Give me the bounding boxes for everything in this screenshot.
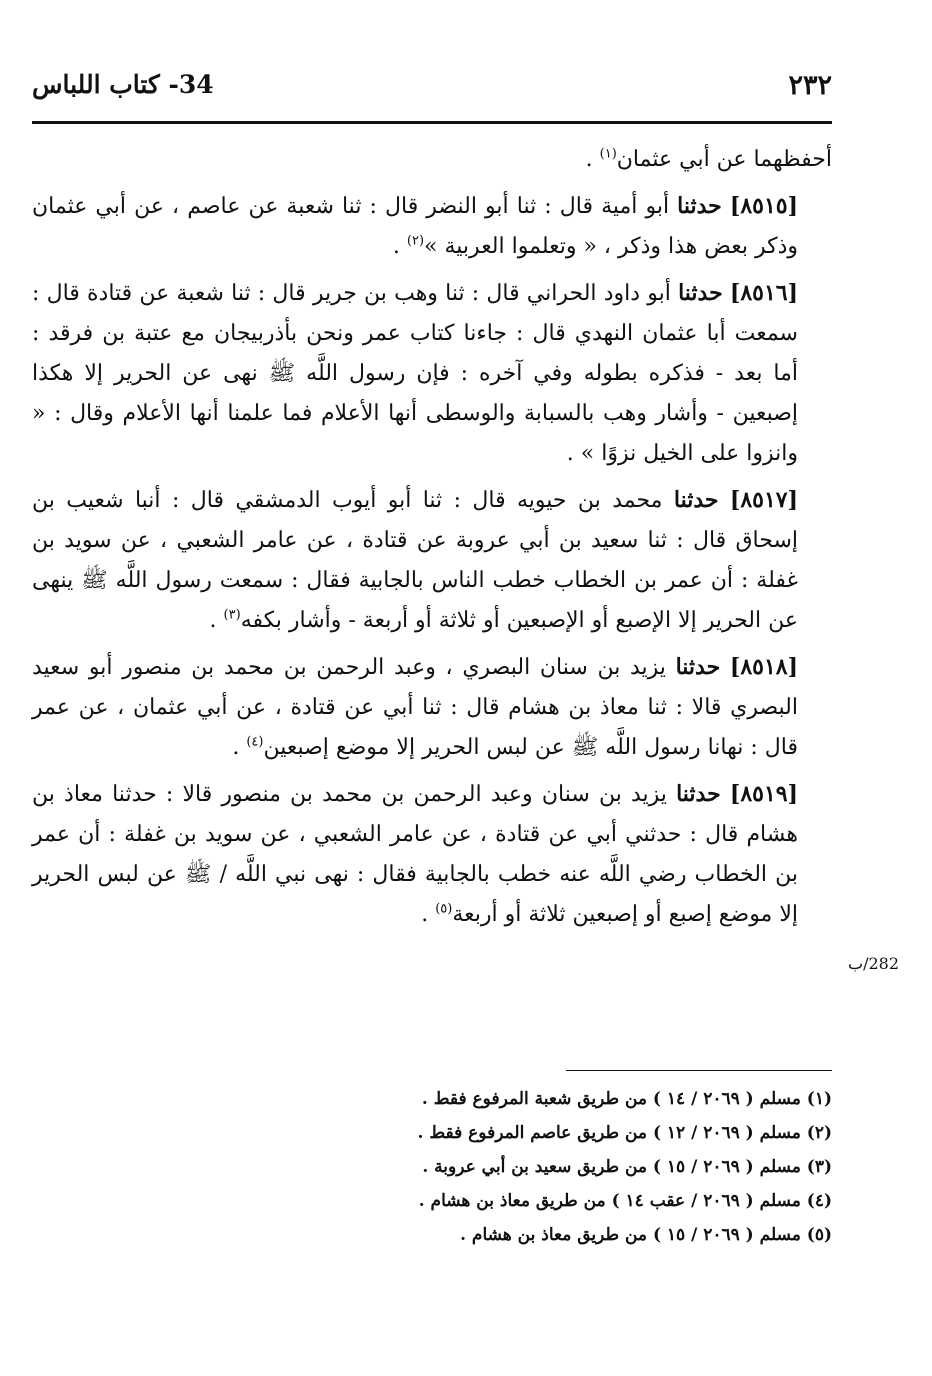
paragraph-text: .: [585, 147, 600, 172]
paragraph-text: [721, 782, 730, 807]
paragraph-text: .: [421, 902, 436, 927]
footnote-marker: (٢): [406, 233, 425, 249]
footnote-4: (٤) مسلم ( ٢٠٦٩ / عقب ١٤ ) من طريق معاذ بن هشام .: [418, 1191, 832, 1211]
margin-note: 282/ب: [848, 954, 899, 973]
paragraph-text: .: [392, 234, 407, 259]
footnote-2: (٢) مسلم ( ٢٠٦٩ / ١٢ ) من طريق عاصم المرفوع فقط .: [417, 1123, 832, 1143]
haddathana-word: حدثنا: [676, 781, 721, 807]
paragraph-2: [32, 186, 832, 267]
paragraph-text: [723, 281, 730, 306]
haddathana-word: حدثنا: [675, 654, 721, 680]
paragraph-text: أبو داود الحراني قال : ثنا وهب بن جرير قال : ثنا شعبة عن قتادة قال : سمعت أبا عثمان النهدي قال : جاءنا كتاب عمر ونحن بأذربيجان مع عتبة بن فرقد : أما بعد - فذكره بطوله وفي آخره : فإن رسول اللَّه ﷺ نهى عن الحرير إلا هكذا إصبعين - وأشار وهب بالسبابة والوسطى أنها الأعلام فما علمنا أنها الأعلام وقال : « وانزوا على الخيل نزوًا » .: [32, 281, 798, 466]
footnote-1: (١) مسلم ( ٢٠٦٩ / ١٤ ) من طريق شعبة المرفوع فقط .: [421, 1089, 832, 1109]
hadith-number: [٨٥١٨]: [729, 654, 798, 680]
footnotes: [32, 1082, 832, 1252]
paragraph-text: يزيد بن سنان البصري ، وعبد الرحمن بن محمد بن منصور أبو سعيد البصري قالا : ثنا معاذ بن هشام قال : ثنا أبي عن قتادة ، عن أبي عثمان ، عن عمر قال : نهانا رسول اللَّه ﷺ عن لبس الحرير إلا موضع إصبعين: [32, 655, 798, 760]
header-rule: [32, 121, 832, 124]
paragraph-5: [32, 647, 832, 768]
body-text: [32, 140, 832, 935]
chapter-title: 34- كتاب اللباس: [32, 70, 214, 99]
paragraph-text: يزيد بن سنان وعبد الرحمن بن محمد بن منصور قالا : حدثنا معاذ بن هشام قال : حدثني أبي عن قتادة ، عن عامر الشعبي ، عن سويد بن غفلة : أن عمر بن الخطاب رضي اللَّه عنه خطب بالجابية فقال : نهى نبي اللَّه / ﷺ عن لبس الحرير إلا موضع إصبع أو إصبعين ثلاثة أو أربعة: [32, 782, 798, 927]
haddathana-word: حدثنا: [673, 487, 719, 513]
footnote-marker: (٥): [435, 901, 453, 917]
footnote-marker: (٤): [246, 734, 264, 750]
paragraph-1: [32, 140, 832, 180]
footnote-5: (٥) مسلم ( ٢٠٦٩ / ١٥ ) من طريق معاذ بن هشام .: [460, 1225, 832, 1245]
paragraph-text: أبو أمية قال : ثنا أبو النضر قال : ثنا شعبة عن عاصم ، عن أبي عثمان وذكر بعض هذا وذكر ، « وتعلموا العربية »: [32, 194, 798, 259]
page-header: [32, 66, 832, 110]
haddathana-word: حدثنا: [677, 193, 722, 219]
hadith-number: [٨٥١٦]: [729, 280, 798, 306]
paragraph-text: [722, 194, 730, 219]
paragraph-4: [32, 480, 832, 641]
page-number: ٢٣٢: [788, 70, 832, 101]
hadith-number: [٨٥١٥]: [729, 193, 798, 219]
paragraph-text: محمد بن حيويه قال : ثنا أبو أيوب الدمشقي قال : أنبا شعيب بن إسحاق قال : ثنا سعيد بن أبي عروبة عن قتادة ، عن عامر الشعبي ، عن سويد بن غفلة : أن عمر بن الخطاب خطب الناس بالجابية فقال : سمعت رسول اللَّه ﷺ ينهى عن الحرير إلا الإصبع أو الإصبعين أو ثلاثة أو أربعة - وأشار بكفه: [32, 488, 798, 633]
paragraph-text: .: [232, 735, 247, 760]
paragraph-text: .: [209, 608, 224, 633]
paragraph-text: [720, 655, 730, 680]
paragraph-6: [32, 774, 832, 935]
paragraph-text: أحفظهما عن أبي عثمان: [616, 147, 832, 172]
footnote-rule: [566, 1070, 832, 1071]
haddathana-word: حدثنا: [678, 280, 723, 306]
footnote-marker: (١): [599, 146, 617, 162]
hadith-number: [٨٥١٧]: [729, 487, 798, 513]
paragraph-3: [32, 273, 832, 474]
footnote-marker: (٣): [223, 607, 241, 623]
paragraph-text: [718, 488, 729, 513]
hadith-number: [٨٥١٩]: [729, 781, 798, 807]
footnote-3: (٣) مسلم ( ٢٠٦٩ / ١٥ ) من طريق سعيد بن أبي عروبة .: [422, 1157, 832, 1177]
